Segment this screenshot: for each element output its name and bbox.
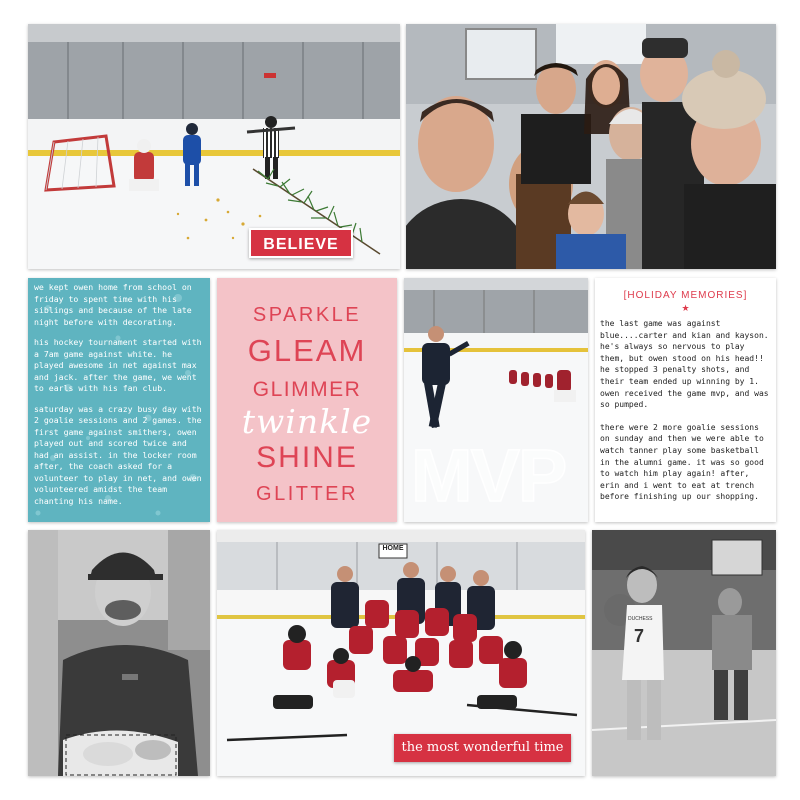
journal-right-paragraph-2: there were 2 more goalie sessions on sunday and then we were able to watch tanner play some basketball in the alumni game. it was so good to watch him play again! after, erin and i went to eat at trench before finishing up our shopping. <box>600 422 764 502</box>
word-card <box>217 278 397 522</box>
journal-left-paragraph-3: saturday was a crazy busy day with 2 goalie sessions and 2 games. the first game against smithers, owen played out and scored twice and had an assist. in the locker room after, the coach asked for a volunteer to play in net, and owen volunteered amidst the team chanting his name. <box>34 403 202 506</box>
word-glimmer: GLIMMER <box>252 378 362 401</box>
star-icon: ★ <box>681 304 690 314</box>
photo-basketball <box>592 530 776 776</box>
word-twinkle: twinkle <box>241 402 373 441</box>
mvp-label: MVP <box>411 434 566 517</box>
journal-left-paragraph-2: his hockey tournament started with a 7am game against white. he played awesome in net against max and jack. after the game, we went to earls with his fan club. <box>34 337 202 393</box>
journal-card-right <box>595 278 776 522</box>
journal-left-paragraph-1: we kept owen home from school on friday to spent time with his siblings and because of the late night before with decorating. <box>34 282 192 327</box>
photo-man-diner <box>28 530 210 776</box>
most-wonderful-time-label: the most wonderful time <box>394 734 571 762</box>
jersey-number: 7 <box>634 626 645 646</box>
word-sparkle: SPARKLE <box>252 304 362 326</box>
word-shine: SHINE <box>256 441 358 474</box>
word-glitter: GLITTER <box>256 483 358 505</box>
photo-family-selfie <box>406 24 776 269</box>
holiday-memories-header: [HOLIDAY MEMORIES] <box>623 290 748 301</box>
home-sign: HOME <box>382 545 404 552</box>
journal-card-left <box>28 278 210 522</box>
jersey-team-name: DUCHESS <box>628 616 653 622</box>
word-gleam: GLEAM <box>247 333 367 368</box>
believe-label: BELIEVE <box>249 228 353 258</box>
journal-right-paragraph-1: the last game was against blue....carter and kian and kayson. he's always so nervous to play them, but owen stood on his head!! he stopped 3 penalty shots, and their team ended up winning by 1. owen received the game mvp, and was so pumped. <box>600 319 769 410</box>
